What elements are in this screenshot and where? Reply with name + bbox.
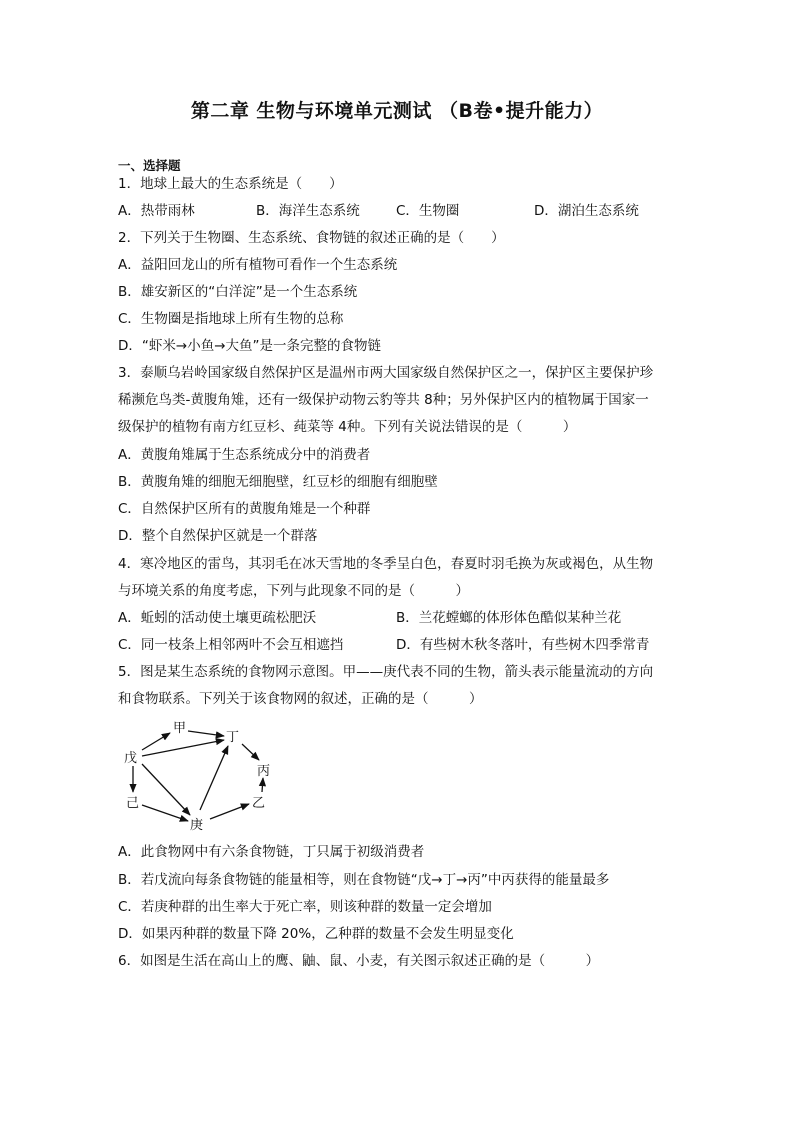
question-5-stem-line-1: 5．图是某生态系统的食物网示意图。甲——庚代表不同的生物，箭头表示能量流动的方向: [118, 664, 654, 680]
arrow-yi-bing: [262, 778, 263, 792]
question-1-option-b: B．海洋生态系统: [256, 203, 360, 219]
question-3-option-a: A．黄腹角雉属于生态系统成分中的消费者: [118, 447, 371, 463]
question-5-option-d: D．如果丙种群的数量下降 20%，乙种群的数量不会发生明显变化: [118, 926, 514, 942]
question-4-options-row-1: [118, 609, 678, 627]
question-4-option-c: C．同一枝条上相邻两叶不会互相遮挡: [118, 637, 344, 653]
question-3-option-b: B．黄腹角雉的细胞无细胞壁，红豆杉的细胞有细胞壁: [118, 474, 438, 490]
question-1-option-c: C．生物圈: [396, 203, 460, 219]
question-1-option-d: D．湖泊生态系统: [534, 203, 639, 219]
arrow-ji-geng: [142, 805, 188, 821]
question-4-options-row-2: [118, 636, 678, 654]
question-5-option-b: B．若戊流向每条食物链的能量相等，则在食物链“戊→丁→丙”中丙获得的能量最多: [118, 872, 610, 888]
question-3-stem-line-1: 3．泰顺乌岩岭国家级自然保护区是温州市两大国家级自然保护区之一，保护区主要保护珍: [118, 365, 654, 381]
question-3-option-c: C．自然保护区所有的黄腹角雉是一个种群: [118, 501, 371, 517]
question-2-option-d: D．“虾米→小鱼→大鱼”是一条完整的食物链: [118, 338, 382, 354]
node-ji: 己: [126, 796, 140, 811]
question-4-option-b: B．兰花螳螂的体形体色酷似某种兰花: [396, 610, 622, 626]
node-ding: 丁: [226, 730, 240, 745]
question-5-option-a: A．此食物网中有六条食物链，丁只属于初级消费者: [118, 844, 425, 860]
question-5-stem-line-2: 和食物联系。下列关于该食物网的叙述，正确的是（ ）: [118, 691, 483, 707]
food-web-diagram: [118, 718, 288, 833]
question-6-stem: 6．如图是生活在高山上的鹰、鼬、鼠、小麦，有关图示叙述正确的是（ ）: [118, 953, 600, 969]
question-4-option-d: D．有些树木秋冬落叶，有些树木四季常青: [396, 637, 650, 653]
question-2-option-b: B．雄安新区的“白洋淀”是一个生态系统: [118, 284, 358, 300]
question-4-option-a: A．蚯蚓的活动使土壤更疏松肥沃: [118, 610, 317, 626]
arrow-geng-ding: [200, 746, 228, 810]
question-1-option-a: A．热带雨林: [118, 203, 195, 219]
question-3-stem-line-3: 级保护的植物有南方红豆杉、莼菜等 4种。下列有关说法错误的是（ ）: [118, 419, 577, 435]
question-2-option-a: A．益阳回龙山的所有植物可看作一个生态系统: [118, 257, 398, 273]
question-4-stem-line-1: 4．寒冷地区的雷鸟，其羽毛在冰天雪地的冬季呈白色，春夏时羽毛换为灰或褐色，从生物: [118, 556, 654, 572]
arrow-ding-bing: [242, 744, 259, 760]
question-2-stem: 2．下列关于生物圈、生态系统、食物链的叙述正确的是（ ）: [118, 230, 505, 246]
arrow-geng-yi: [210, 804, 249, 819]
question-5-option-c: C．若庚种群的出生率大于死亡率，则该种群的数量一定会增加: [118, 899, 492, 915]
question-3-stem-line-2: 稀濒危鸟类-黄腹角雉，还有一级保护动物云豹等共 8种；另外保护区内的植物属于国家一: [118, 392, 649, 408]
node-jia: 甲: [173, 721, 187, 736]
question-1-options: [118, 202, 678, 220]
question-1-stem: 1．地球上最大的生态系统是（ ）: [118, 176, 343, 192]
node-wu: 戊: [124, 751, 138, 766]
page-title: 第二章 生物与环境单元测试 （B卷•提升能力）: [190, 100, 604, 122]
question-3-option-d: D．整个自然保护区就是一个群落: [118, 528, 318, 544]
section-heading: 一、选择题: [118, 158, 181, 173]
question-2-option-c: C．生物圈是指地球上所有生物的总称: [118, 311, 344, 327]
arrow-jia-ding: [188, 731, 224, 736]
node-geng: 庚: [190, 818, 204, 833]
arrow-wu-jia: [142, 733, 170, 750]
question-4-stem-line-2: 与环境关系的角度考虑，下列与此现象不同的是（ ）: [118, 583, 469, 599]
node-yi: 乙: [252, 796, 266, 811]
node-bing: 丙: [257, 764, 271, 779]
